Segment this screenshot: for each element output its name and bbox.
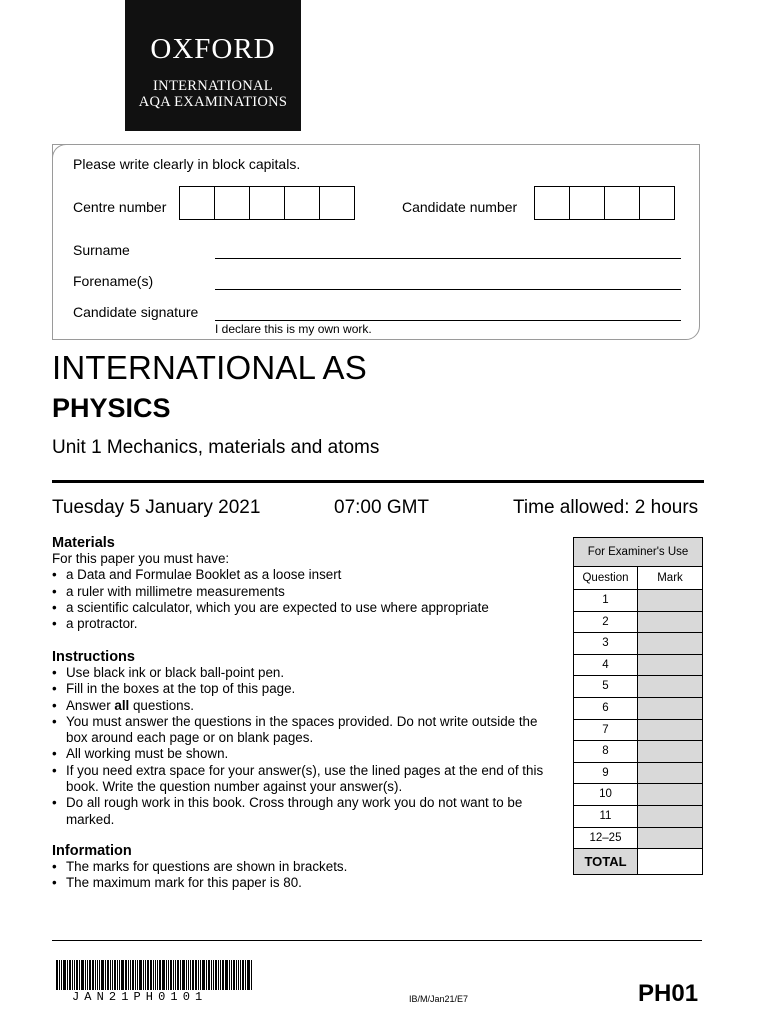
table-row	[574, 828, 702, 850]
question-number-cell: 7	[574, 720, 638, 741]
centre-digit-box[interactable]	[179, 186, 215, 220]
barcode-bar	[173, 960, 174, 990]
question-number-cell: 8	[574, 741, 638, 762]
barcode-bar	[107, 960, 109, 990]
barcode-bar	[206, 960, 207, 990]
examiner-use-table	[573, 537, 703, 875]
table-row	[574, 676, 702, 698]
barcode-bar	[139, 960, 142, 990]
barcode-bar	[240, 960, 241, 990]
barcode-bar	[128, 960, 129, 990]
question-number-cell: 6	[574, 698, 638, 719]
centre-digit-box[interactable]	[284, 186, 320, 220]
barcode-bar	[132, 960, 134, 990]
mark-cell	[638, 590, 702, 611]
barcode-bar	[218, 960, 219, 990]
logo-brand: OXFORD	[150, 33, 276, 65]
centre-number-label: Centre number	[73, 199, 167, 215]
information-heading: Information	[52, 843, 132, 859]
question-number-cell: 1	[574, 590, 638, 611]
barcode-bar	[245, 960, 246, 990]
question-column-header: Question	[574, 567, 638, 589]
barcode-bar	[231, 960, 232, 990]
list-item: • Fill in the boxes at the top of this page.	[52, 681, 557, 697]
mark-cell	[638, 784, 702, 805]
barcode-bar	[89, 960, 91, 990]
barcode-bar	[220, 960, 221, 990]
candidate-digit-box[interactable]	[639, 186, 675, 220]
instructions-heading: Instructions	[52, 649, 135, 665]
title-divider	[52, 480, 704, 483]
question-number-cell: 11	[574, 806, 638, 827]
total-label: TOTAL	[574, 849, 638, 874]
exam-time: 07:00 GMT	[334, 497, 430, 518]
barcode-bar	[188, 960, 189, 990]
materials-section	[52, 535, 562, 632]
barcode-bar	[74, 960, 75, 990]
question-number-cell: 10	[574, 784, 638, 805]
mark-cell	[638, 633, 702, 654]
mark-cell	[638, 806, 702, 827]
barcode-bar	[112, 960, 113, 990]
barcode-bar	[61, 960, 62, 990]
barcode-bar	[177, 960, 179, 990]
qualification-level: INTERNATIONAL AS	[52, 349, 367, 386]
barcode-bar	[208, 960, 210, 990]
barcode-bar	[97, 960, 98, 990]
total-row	[574, 849, 702, 874]
barcode-bar	[182, 960, 185, 990]
barcode-bar	[247, 960, 250, 990]
barcode-bar	[59, 960, 60, 990]
materials-heading: Materials	[52, 535, 115, 551]
mark-cell	[638, 698, 702, 719]
information-list	[52, 859, 557, 892]
barcode-bar	[143, 960, 144, 990]
barcode-bar	[119, 960, 120, 990]
barcode-bar	[186, 960, 187, 990]
table-row	[574, 763, 702, 785]
instructions-section	[52, 649, 557, 828]
table-row	[574, 698, 702, 720]
list-item: • The maximum mark for this paper is 80.	[52, 875, 557, 891]
question-number-cell: 2	[574, 612, 638, 633]
barcode	[56, 960, 284, 990]
list-item: • a protractor.	[52, 616, 562, 632]
surname-label: Surname	[73, 242, 130, 258]
barcode-bar	[211, 960, 212, 990]
barcode-bar	[222, 960, 224, 990]
forenames-label: Forename(s)	[73, 273, 154, 289]
unit-title: Unit 1 Mechanics, materials and atoms	[52, 437, 380, 458]
table-row	[574, 720, 702, 742]
instructions-list	[52, 665, 557, 828]
centre-number-boxes[interactable]	[179, 186, 355, 220]
barcode-bar	[155, 960, 156, 990]
barcode-bar	[85, 960, 86, 990]
centre-digit-box[interactable]	[319, 186, 355, 220]
signature-label: Candidate signature	[73, 304, 199, 320]
question-number-cell: 5	[574, 676, 638, 697]
exam-date: Tuesday 5 January 2021	[52, 497, 261, 518]
barcode-bar	[92, 960, 94, 990]
centre-digit-box[interactable]	[214, 186, 250, 220]
centre-digit-box[interactable]	[249, 186, 285, 220]
table-row	[574, 784, 702, 806]
table-row	[574, 806, 702, 828]
list-item: • a scientific calculator, which you are expected to use where appropriate	[52, 600, 562, 616]
list-item: • All working must be shown.	[52, 746, 557, 762]
logo-line-2: AQA EXAMINATIONS	[138, 94, 288, 110]
total-mark-cell	[638, 849, 702, 874]
examiner-table-heading: For Examiner's Use	[574, 538, 702, 567]
candidate-digit-box[interactable]	[534, 186, 570, 220]
barcode-bar	[135, 960, 136, 990]
barcode-bar	[215, 960, 217, 990]
barcode-bar	[175, 960, 176, 990]
list-item: • If you need extra space for your answer(s), use the lined pages at the end of this book. Write the question number against your answer(s).	[52, 763, 557, 796]
signature-field[interactable]	[215, 320, 681, 321]
time-allowed: Time allowed: 2 hours	[513, 497, 699, 518]
barcode-bar	[145, 960, 146, 990]
barcode-bar	[110, 960, 111, 990]
list-item: • a Data and Formulae Booklet as a loose insert	[52, 567, 562, 583]
list-item: • Use black ink or black ball-point pen.	[52, 665, 557, 681]
oxford-aqa-logo	[125, 0, 301, 131]
barcode-bar	[192, 960, 194, 990]
mark-cell	[638, 655, 702, 676]
barcode-bar	[67, 960, 68, 990]
candidate-number-label: Candidate number	[402, 199, 518, 215]
mark-cell	[638, 741, 702, 762]
barcode-bar	[153, 960, 154, 990]
barcode-bar	[251, 960, 252, 990]
barcode-bar	[69, 960, 71, 990]
barcode-bar	[162, 960, 165, 990]
barcode-bar	[79, 960, 80, 990]
barcode-bar	[72, 960, 73, 990]
barcode-bar	[180, 960, 181, 990]
forenames-field[interactable]	[215, 289, 681, 290]
table-row	[574, 590, 702, 612]
barcode-bar	[95, 960, 96, 990]
mark-cell	[638, 612, 702, 633]
barcode-bar	[225, 960, 228, 990]
block-capitals-instruction: Please write clearly in block capitals.	[73, 156, 301, 172]
barcode-bar	[242, 960, 244, 990]
paper-code: PH01	[638, 980, 699, 1007]
barcode-bar	[200, 960, 201, 990]
barcode-bar	[238, 960, 239, 990]
declaration-text: I declare this is my own work.	[215, 322, 372, 336]
emphasis-all: all	[114, 697, 130, 713]
barcode-bar	[117, 960, 118, 990]
barcode-bar	[150, 960, 152, 990]
question-number-cell: 9	[574, 763, 638, 784]
barcode-bar	[121, 960, 124, 990]
barcode-bar	[147, 960, 149, 990]
list-item: • a ruler with millimetre measurements	[52, 584, 562, 600]
footer-divider	[52, 940, 702, 941]
candidate-number-boxes[interactable]	[534, 186, 675, 220]
barcode-bar	[105, 960, 106, 990]
barcode-bar	[125, 960, 127, 990]
barcode-bar	[56, 960, 58, 990]
mark-cell	[638, 828, 702, 849]
barcode-bar	[202, 960, 205, 990]
information-section	[52, 843, 557, 892]
examiner-table-columns	[574, 567, 702, 590]
barcode-bar	[236, 960, 237, 990]
barcode-bar	[170, 960, 172, 990]
materials-list	[52, 567, 562, 632]
barcode-bar	[159, 960, 161, 990]
list-item: • Do all rough work in this book. Cross through any work you do not want to be marked.	[52, 795, 557, 828]
question-number-cell: 12–25	[574, 828, 638, 849]
barcode-bar	[99, 960, 100, 990]
examiner-table-rows	[574, 590, 702, 849]
list-item: • The marks for questions are shown in brackets.	[52, 859, 557, 875]
barcode-bar	[233, 960, 235, 990]
mark-cell	[638, 763, 702, 784]
barcode-bar	[81, 960, 84, 990]
barcode-text: JAN21PH0101	[72, 990, 208, 1004]
candidate-digit-box[interactable]	[604, 186, 640, 220]
barcode-bar	[190, 960, 191, 990]
candidate-digit-box[interactable]	[569, 186, 605, 220]
barcode-bar	[63, 960, 66, 990]
mark-cell	[638, 720, 702, 741]
surname-field[interactable]	[215, 258, 681, 259]
table-row	[574, 741, 702, 763]
barcode-bar	[137, 960, 138, 990]
barcode-bar	[195, 960, 197, 990]
barcode-bar	[114, 960, 116, 990]
barcode-bar	[213, 960, 214, 990]
barcode-bar	[229, 960, 230, 990]
barcode-bar	[101, 960, 104, 990]
table-row	[574, 612, 702, 634]
materials-intro: For this paper you must have:	[52, 551, 230, 566]
table-row	[574, 655, 702, 677]
paper-reference: IB/M/Jan21/E7	[409, 994, 469, 1004]
barcode-bar	[166, 960, 167, 990]
table-row	[574, 633, 702, 655]
barcode-bar	[76, 960, 78, 990]
question-number-cell: 4	[574, 655, 638, 676]
mark-column-header: Mark	[657, 572, 683, 584]
list-item: • Answer all questions.	[52, 698, 557, 714]
barcode-bar	[87, 960, 88, 990]
barcode-bar	[168, 960, 169, 990]
barcode-bar	[130, 960, 131, 990]
subject-title: PHYSICS	[52, 393, 171, 423]
barcode-bar	[198, 960, 199, 990]
list-item: • You must answer the questions in the spaces provided. Do not write outside the box around each page or on blank pages.	[52, 714, 557, 747]
question-number-cell: 3	[574, 633, 638, 654]
mark-cell	[638, 676, 702, 697]
barcode-bar	[157, 960, 158, 990]
logo-line-1: INTERNATIONAL	[153, 78, 273, 94]
